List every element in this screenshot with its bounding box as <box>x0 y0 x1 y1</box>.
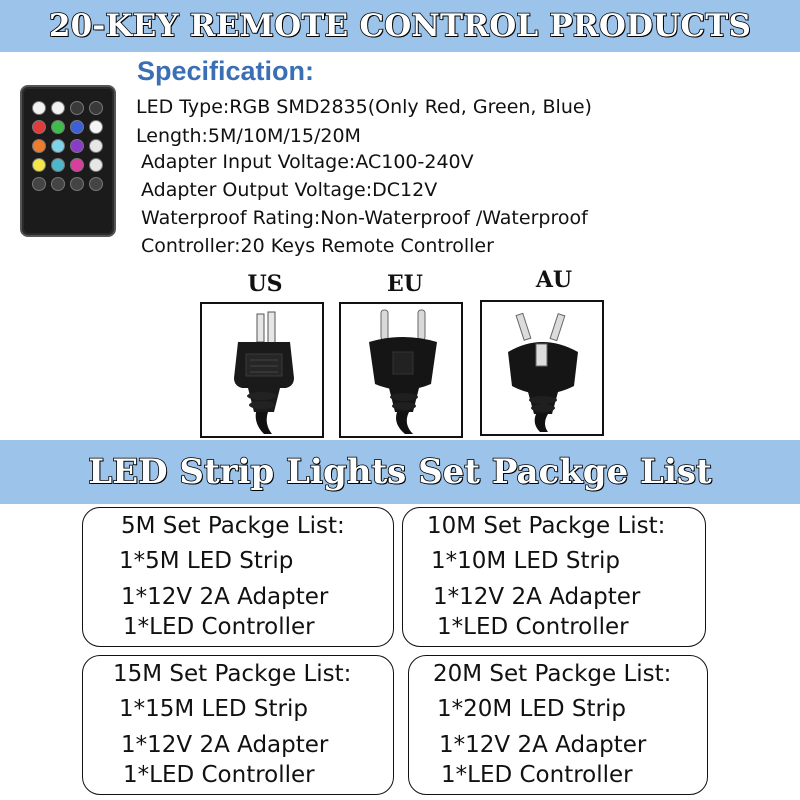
remote-control-image <box>20 85 116 237</box>
package-title: 10M Set Packge List: <box>427 513 666 539</box>
package-item: 1*12V 2A Adapter <box>121 584 329 610</box>
remote-button <box>89 139 103 153</box>
page-title: 20-KEY REMOTE CONTROL PRODUCTS <box>48 8 752 44</box>
remote-button <box>89 177 103 191</box>
remote-button <box>51 177 65 191</box>
remote-button <box>32 101 46 115</box>
package-item: 1*12V 2A Adapter <box>439 732 647 758</box>
au-plug-icon <box>482 302 602 434</box>
package-list-banner <box>0 440 800 504</box>
plug-label-au: AU <box>535 267 573 293</box>
package-title: 15M Set Packge List: <box>113 661 352 687</box>
spec-controller: Controller:20 Keys Remote Controller <box>141 235 494 257</box>
header-banner <box>0 0 800 52</box>
remote-button <box>70 158 84 172</box>
us-plug-icon <box>202 304 322 436</box>
us-plug-image <box>200 302 324 438</box>
package-item: 1*20M LED Strip <box>437 696 626 722</box>
package-box-10m <box>402 507 706 647</box>
remote-button <box>51 101 65 115</box>
remote-button <box>70 101 84 115</box>
spec-output-voltage: Adapter Output Voltage:DC12V <box>141 179 438 201</box>
package-item: 1*LED Controller <box>123 762 315 788</box>
remote-button <box>32 139 46 153</box>
spec-led-type: LED Type:RGB SMD2835(Only Red, Green, Blue) <box>136 96 592 118</box>
spec-waterproof-rating: Waterproof Rating:Non-Waterproof /Waterproof <box>141 207 588 229</box>
spec-length: Length:5M/10M/15/20M <box>136 125 361 147</box>
package-item: 1*15M LED Strip <box>119 696 308 722</box>
plug-label-eu: EU <box>387 271 423 297</box>
package-box-15m <box>82 655 394 795</box>
remote-button <box>89 158 103 172</box>
remote-button <box>70 120 84 134</box>
package-title: 20M Set Packge List: <box>433 661 672 687</box>
remote-button <box>32 177 46 191</box>
spec-input-voltage: Adapter Input Voltage:AC100-240V <box>141 151 474 173</box>
eu-plug-icon <box>341 304 461 436</box>
plug-label-us: US <box>247 271 283 297</box>
package-item: 1*LED Controller <box>441 762 633 788</box>
package-item: 1*5M LED Strip <box>119 548 294 574</box>
package-box-20m <box>408 655 708 795</box>
remote-button <box>51 158 65 172</box>
package-title: 5M Set Packge List: <box>121 513 345 539</box>
package-box-5m <box>82 507 394 647</box>
au-plug-image <box>480 300 604 436</box>
package-list-title: LED Strip Lights Set Packge List <box>88 452 712 492</box>
remote-button <box>89 120 103 134</box>
package-item: 1*LED Controller <box>437 614 629 640</box>
package-item: 1*12V 2A Adapter <box>433 584 641 610</box>
remote-button <box>70 177 84 191</box>
eu-plug-image <box>339 302 463 438</box>
remote-button <box>89 101 103 115</box>
remote-button <box>70 139 84 153</box>
package-item: 1*LED Controller <box>123 614 315 640</box>
package-item: 1*12V 2A Adapter <box>121 732 329 758</box>
remote-button <box>51 139 65 153</box>
remote-button <box>51 120 65 134</box>
remote-button <box>32 120 46 134</box>
package-item: 1*10M LED Strip <box>431 548 620 574</box>
specification-title: Specification: <box>137 56 315 86</box>
remote-button <box>32 158 46 172</box>
